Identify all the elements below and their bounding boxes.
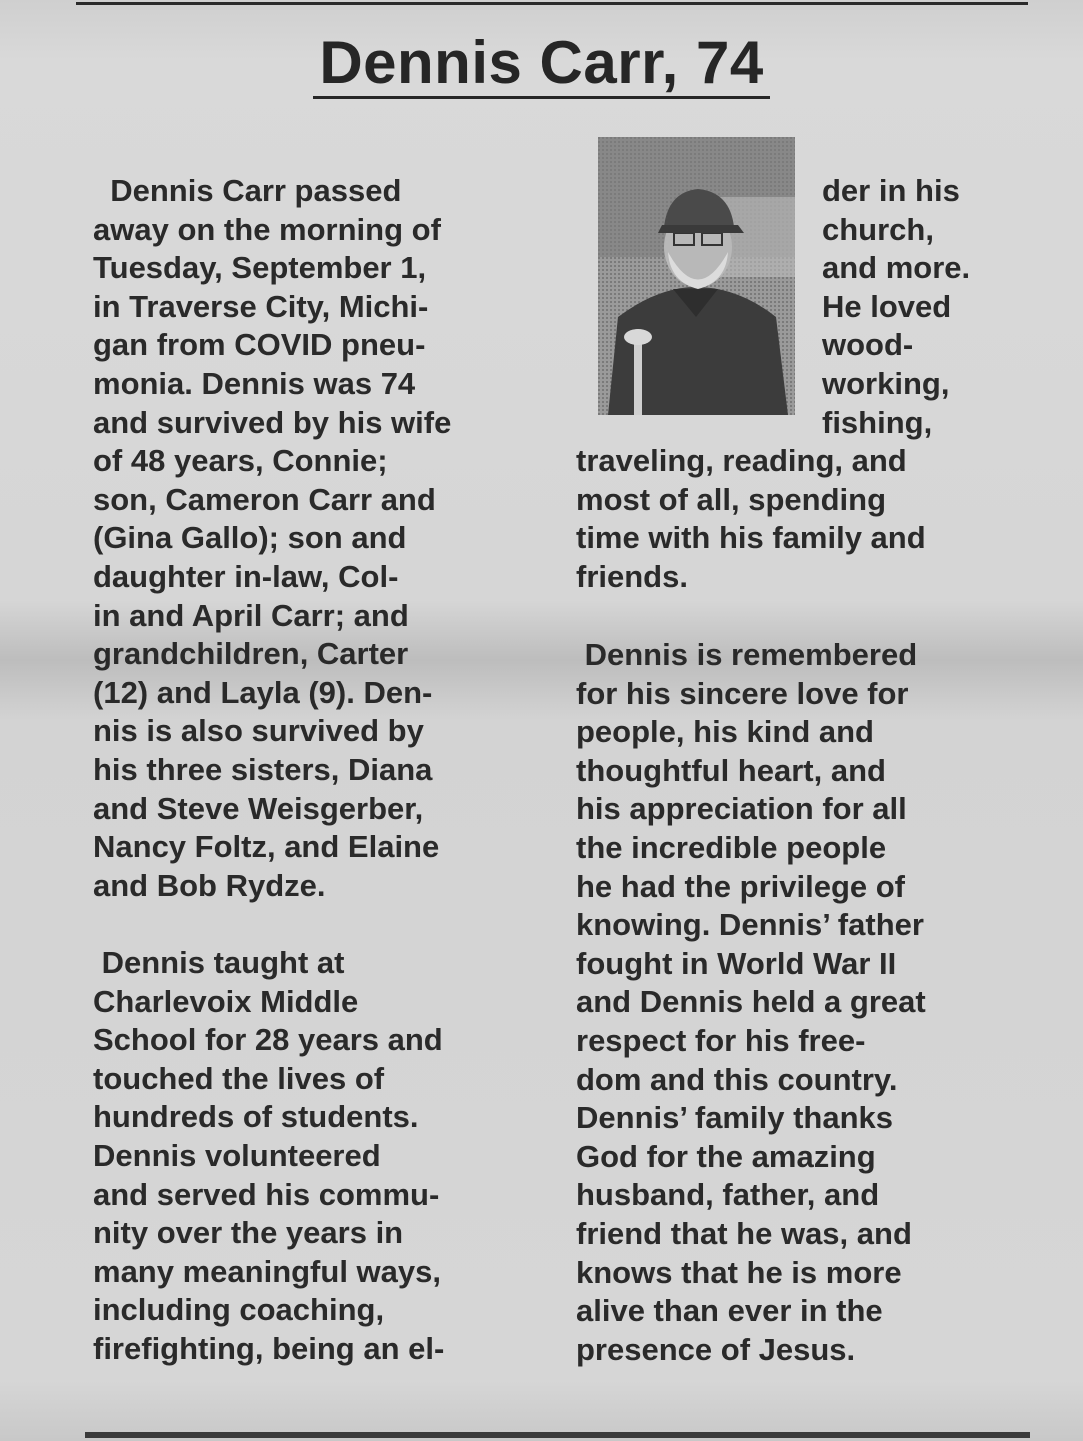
bottom-rule <box>85 1432 1030 1438</box>
left-paragraph-1: Dennis Carr passed away on the morning of Tuesday, September 1, in Traverse City, Michi- gan from COVID pneu- monia. Dennis was 74 and survived by his wife of 48 years, Connie; son, Cameron Carr and (Gina Gallo); son and daughter in-law, Col- in and April Carr; and grandchildren, Carter (12) and Layla (9). Den- nis is also survived by his three sisters, Diana and Steve Weisgerber, Nancy Foltz, and Elaine and Bob Rydze. <box>93 173 452 903</box>
right-paragraph-2: Dennis is remembered for his sincere love for people, his kind and thoughtful heart, and his appreciation for all the incredible people he had the privilege of knowing. Dennis’ father fought in World War II and Dennis held a great respect for his free- dom and this country. Dennis’ family thanks God for the amazing husband, father, and friend that he was, and knows that he is more alive than ever in the presence of Jesus. <box>576 637 926 1367</box>
right-paragraph-1: traveling, reading, and most of all, spending time with his family and friends. <box>576 443 926 594</box>
title-text: Dennis Carr, 74 <box>313 29 769 99</box>
obituary-title <box>0 22 1083 104</box>
left-paragraph-2: Dennis taught at Charlevoix Middle School for 28 years and touched the lives of hundreds of students. Dennis volunteered and served his commu- nity over the years in many meaningful ways, including coaching, firefighting, being an el- <box>93 945 445 1366</box>
portrait-photo <box>598 137 795 415</box>
top-rule <box>76 2 1028 5</box>
portrait-illustration <box>598 137 795 415</box>
right-wrap-text: der in his church, and more. He loved wood- working, fishing, <box>822 173 971 440</box>
